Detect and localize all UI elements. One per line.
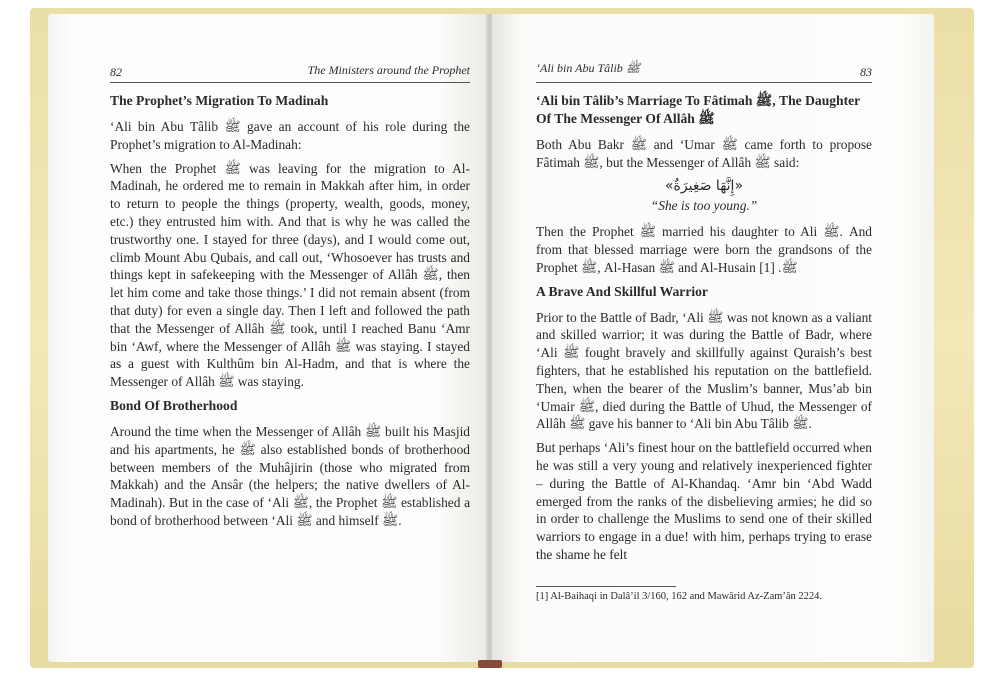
- arabic-quote: «إِنَّهَا صَغِيرَةٌ»: [664, 177, 744, 194]
- left-page-number: 82: [110, 65, 122, 79]
- right-page: [492, 14, 934, 662]
- left-running-title: The Ministers around the Prophet: [307, 63, 470, 77]
- right-page-number: 83: [860, 65, 872, 79]
- spine-headband: [478, 660, 502, 668]
- left-running-head: [110, 58, 470, 83]
- quote-translation: “She is too young.”: [650, 198, 758, 214]
- footnote: [1] Al-Baihaqi in Dalâ’il 3/160, 162 and Mawârid Az-Zam’ân 2224.: [536, 591, 823, 602]
- paragraph: Prior to the Battle of Badr, ‘Ali ﷺ was not known as a valiant and skilled warrior; it was during the Battle of Badr, where ‘Ali ﷺ fought bravely and skillfully against Quraish’s best fighters, that he established his reputation on the battlefield. Then, when the bearer of the Muslim’s banner, Mus’ab bin ‘Umair ﷺ, died during the Battle of Uhud, the Messenger of Allâh ﷺ gave his banner to ‘Ali bin Abu Tâlib ﷺ.: [536, 309, 872, 432]
- paragraph: When the Prophet ﷺ was leaving for the migration to Al-Madinah, he ordered me to remain in Makkah after him, in order to return to people the things (property, wealth, goods, money, etc.) they entrusted him with. And that is why he was called the trustworthy one. I stayed for three (days), and I would come out, climb Mount Abu Qubais, and call out, ‘Whosoever has trusts and things kept in safekeeping with the Messenger of Allâh ﷺ, then let him come and take those things.’ I did not remain absent (from that duty) for even a single day. Then I left and followed the path that the Messenger of Allâh ﷺ took, until I reached Banu ‘Amr bin ‘Awf, where the Messenger of Allâh ﷺ was staying. I stayed as a guest with Kulthûm bin Al-Hadm, and that is where the Messenger of Allâh ﷺ was staying.: [110, 160, 470, 390]
- left-page: [48, 14, 488, 662]
- heading-brotherhood: Bond Of Brotherhood: [110, 397, 238, 413]
- paragraph: Then the Prophet ﷺ married his daughter to Ali ﷺ. And from that blessed marriage were born the grandsons of the Prophet ﷺ, Al-Hasan ﷺ and Al-Husain ﷺ. [1]: [536, 224, 873, 275]
- paragraph: ‘Ali bin Abu Tâlib ﷺ gave an account of his role during the Prophet’s migration to Al-Madinah:: [110, 119, 470, 152]
- right-running-head: [536, 58, 872, 83]
- heading-warrior: A Brave And Skillful Warrior: [536, 283, 708, 299]
- heading-marriage: ‘Ali bin Tâlib’s Marriage To Fâtimah ﷺ, The Daughter Of The Messenger Of Allâh ﷺ: [536, 93, 860, 126]
- left-page-content: [110, 92, 470, 536]
- footnote-rule: [536, 586, 676, 587]
- paragraph: Around the time when the Messenger of Allâh ﷺ built his Masjid and his apartments, he ﷺ also established bonds of brotherhood between members of the Muhâjirin (those who migrated from Makkah) and the Ansâr (the helpers; the native dwellers of Al-Madinah). But in the case of ‘Ali ﷺ, the Prophet ﷺ established a bond of brotherhood between ‘Ali ﷺ and himself ﷺ.: [110, 423, 471, 528]
- heading-migration: The Prophet’s Migration To Madinah: [110, 93, 329, 108]
- right-running-title: ‘Ali bin Abu Tâlib ﷺ: [536, 61, 641, 75]
- right-page-content: [536, 92, 872, 570]
- paragraph: But perhaps ‘Ali’s finest hour on the battlefield occurred when he was still a very young and relatively inexperienced fighter – during the Battle of Al-Khandaq. ‘Amr bin ‘Abd Wadd emerged from the ranks of the disbelieving armies; he did so in order to challenge the Muslims to send one of their skilled warriors to engage in a due! with him, perhaps trying to erase the shame he felt: [536, 440, 872, 562]
- paragraph: Both Abu Bakr ﷺ and ‘Umar ﷺ came forth to propose Fâtimah ﷺ, but the Messenger of Allâh ﷺ said:: [536, 137, 872, 170]
